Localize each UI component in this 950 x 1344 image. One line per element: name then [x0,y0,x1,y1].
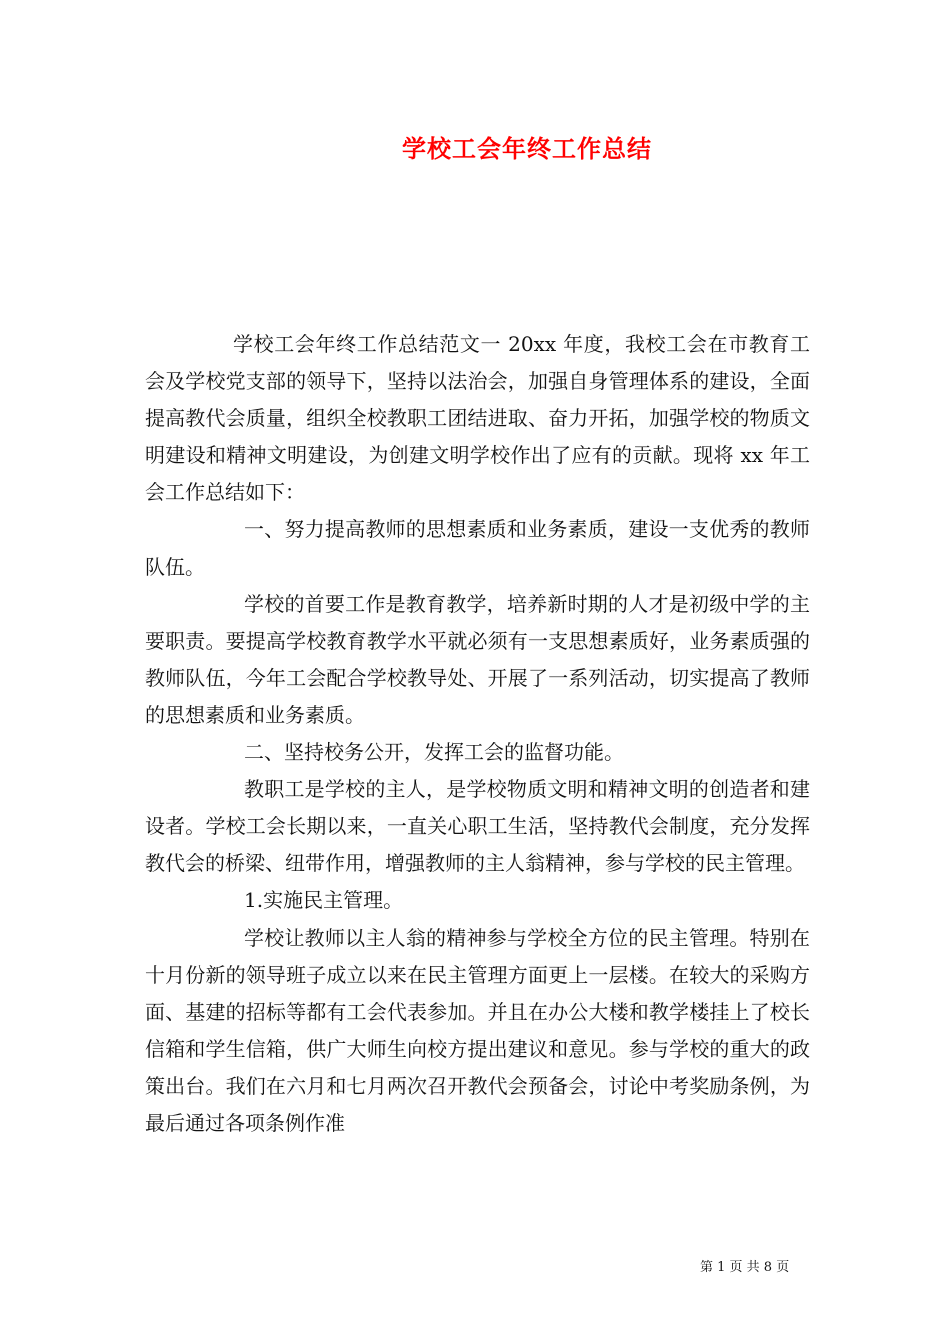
paragraph-heading-2: 二、坚持校务公开，发挥工会的监督功能。 [244,740,624,765]
paragraph-democratic-management: 学校让教师以主人翁的精神参与学校全方位的民主管理。特别在十月份新的领导班子成立以来在民主管理方面更上一层楼。在较大的采购方面、基建的招标等都有工会代表参加。并且在办公大楼和教学楼挂上了校长信箱和学生信箱，供广大师生向校方提出建议和意见。参与学校的重大的政策出台。我们在六月和七月两次召开教代会预备会，讨论中考奖励条例，为最后通过各项条例作准 [145,925,810,1135]
paragraph-staff: 教职工是学校的主人，是学校物质文明和精神文明的创造者和建设者。学校工会长期以来，一直关心职工生活，坚持教代会制度，充分发挥教代会的桥梁、纽带作用，增强教师的主人翁精神，参与学校的民主管理。 [145,777,810,876]
paragraph-heading-1: 一、努力提高教师的思想素质和业务素质，建设一支优秀的教师队伍。 [145,517,810,579]
document-title: 学校工会年终工作总结 [402,134,652,163]
page-number: 第 1 页 共 8 页 [700,1260,790,1275]
paragraph-intro: 学校工会年终工作总结范文一 20xx 年度，我校工会在市教育工会及学校党支部的领导下，坚持以法治会，加强自身管理体系的建设，全面提高教代会质量，组织全校教职工团结进取、奋力开拓，加强学校的物质文明建设和精神文明建设，为创建文明学校作出了应有的贡献。现将 xx 年工会工作总结如下： [145,332,810,505]
document-body [145,326,810,1142]
paragraph-teachers: 学校的首要工作是教育教学，培养新时期的人才是初级中学的主要职责。要提高学校教育教学水平就必须有一支思想素质好，业务素质强的教师队伍，今年工会配合学校教导处、开展了一系列活动，切实提高了教师的思想素质和业务素质。 [145,591,810,727]
paragraph-subheading-1: 1.实施民主管理。 [244,888,404,913]
